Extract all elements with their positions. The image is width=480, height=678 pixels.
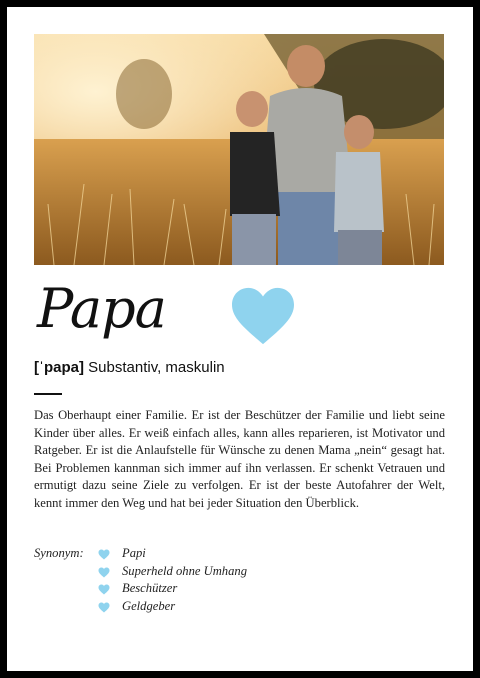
synonym-list — [98, 545, 338, 615]
heart-icon — [98, 549, 110, 560]
family-photo-illustration — [34, 34, 444, 265]
list-item — [98, 545, 338, 563]
heart-icon — [98, 584, 110, 595]
pronunciation — [34, 359, 225, 376]
synonym-label: Synonym: — [34, 546, 84, 560]
definition-text: Das Oberhaupt einer Familie. Er ist der Beschützer der Familie und liebt seine Kinder über alles. Er weiß einfach alles, kann alles reparieren, ist Motivator und Ratgeber. Er ist die Anlaufstelle für Wünsche zu denen Mama „nein“ gesagt hat. Bei Problemen kannman sich immer auf ihn verlassen. Er schenkt Vetrauen und ermutigt dazu seine Ziele zu verfolgen. Er ist der beste Autofahrer der Welt, kennt immer den Weg und hat bei jeder Situation den Überblick. — [34, 408, 445, 510]
synonym-text: Beschützer — [122, 581, 178, 595]
poster — [7, 7, 473, 671]
pronunciation-term: [ˈpapa] — [34, 359, 84, 376]
synonym-text: Superheld ohne Umhang — [122, 563, 247, 578]
divider — [34, 393, 62, 395]
family-photo — [34, 34, 444, 265]
grammar-info: Substantiv, maskulin — [84, 359, 225, 376]
synonym-text: Papi — [122, 546, 146, 560]
list-item — [98, 598, 338, 616]
list-item — [98, 563, 338, 581]
list-item — [98, 580, 338, 598]
heart-icon — [98, 567, 110, 578]
heart-icon — [229, 285, 297, 347]
page-title: Papa — [37, 277, 166, 340]
synonym-text: Geldgeber — [122, 598, 176, 613]
heart-icon — [98, 602, 110, 613]
